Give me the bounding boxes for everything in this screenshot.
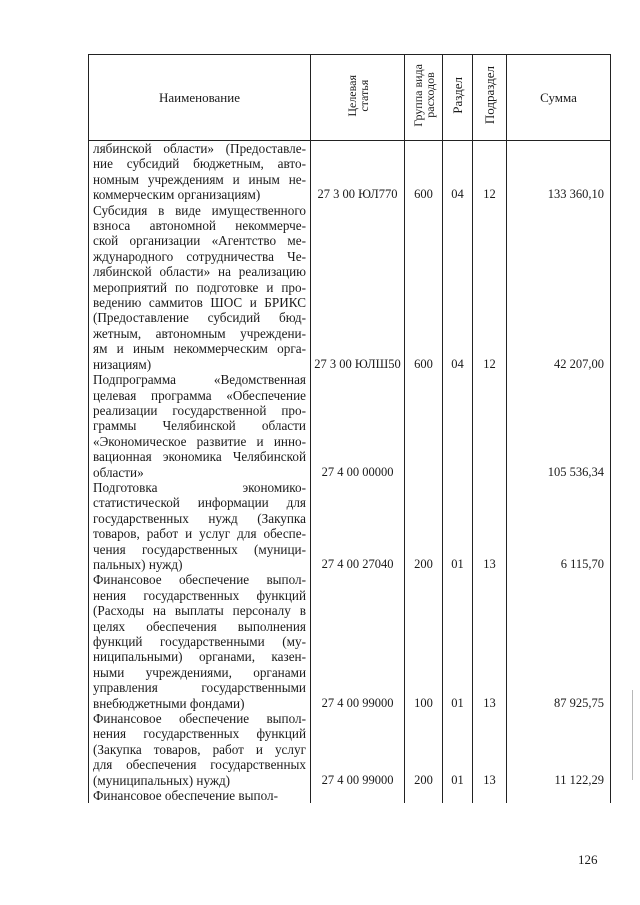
name-line: вационная экономика Челябинской [93, 449, 306, 465]
header-sum: Сумма [507, 55, 611, 141]
name-line: пальных) нужд) [93, 556, 183, 572]
cell-section: 04 [443, 203, 473, 372]
table-header-row [89, 55, 611, 141]
cell-target-article: 27 4 00 99000 [311, 572, 405, 711]
name-line: ние субсидий бюджетным, авто- [93, 156, 306, 172]
cell-name [89, 788, 311, 803]
cell-target-article: 27 4 00 27040 [311, 480, 405, 572]
name-line: ниципальными) органами, казен- [93, 649, 306, 665]
table-row [89, 203, 611, 372]
cell-subsection [473, 372, 507, 480]
name-line: Финансовое обеспечение выпол- [93, 788, 278, 804]
page-number: 126 [578, 852, 598, 867]
name-line: (Закупка товаров, работ и услуг [93, 741, 306, 757]
name-line: управления государственными [93, 680, 306, 696]
name-line: мероприятий по подготовке и про- [93, 279, 306, 295]
table-row [89, 572, 611, 711]
cell-name [89, 203, 311, 372]
cell-sum: 42 207,00 [507, 203, 611, 372]
cell-section: 01 [443, 711, 473, 788]
cell-name [89, 141, 311, 203]
cell-target-article [311, 788, 405, 803]
table-row [89, 372, 611, 480]
table-body [89, 141, 611, 804]
cell-expense-group: 200 [405, 711, 443, 788]
header-subsection: Подраздел [473, 55, 507, 141]
cell-expense-group: 600 [405, 141, 443, 203]
name-line: целевая программа «Обеспечение [93, 387, 306, 403]
scan-margin-line [632, 690, 633, 780]
cell-section: 04 [443, 141, 473, 203]
cell-sum: 133 360,10 [507, 141, 611, 203]
header-expense-group: Группа вида расходов [405, 55, 443, 141]
name-line: граммы Челябинской области [93, 418, 306, 434]
name-line: ской организации «Агентство ме- [93, 233, 306, 249]
cell-target-article: 27 4 00 00000 [311, 372, 405, 480]
cell-expense-group: 600 [405, 203, 443, 372]
cell-expense-group: 100 [405, 572, 443, 711]
name-line: Финансовое обеспечение выпол- [93, 711, 306, 727]
name-line: ными учреждениями, органами [93, 664, 306, 680]
cell-name [89, 480, 311, 572]
table-row [89, 480, 611, 572]
cell-subsection [473, 788, 507, 803]
name-line: ям и иным некоммерческим орга- [93, 341, 306, 357]
cell-subsection: 12 [473, 141, 507, 203]
cell-section [443, 372, 473, 480]
header-section: Раздел [443, 55, 473, 141]
name-line: чения государственных (муници- [93, 541, 306, 557]
cell-expense-group [405, 372, 443, 480]
cell-target-article: 27 3 00 ЮЛ770 [311, 141, 405, 203]
table-row [89, 788, 611, 803]
name-line: ведению саммитов ШОС и БРИКС [93, 295, 306, 311]
name-line: нения государственных функций [93, 587, 306, 603]
name-line: Финансовое обеспечение выпол- [93, 572, 306, 588]
name-line: «Экономическое развитие и инно- [93, 433, 306, 449]
cell-section: 01 [443, 480, 473, 572]
cell-section [443, 788, 473, 803]
name-line: (Расходы на выплаты персоналу в [93, 603, 306, 619]
cell-sum: 105 536,34 [507, 372, 611, 480]
cell-subsection: 13 [473, 572, 507, 711]
cell-subsection: 12 [473, 203, 507, 372]
cell-subsection: 13 [473, 711, 507, 788]
budget-table [88, 54, 611, 803]
cell-name [89, 711, 311, 788]
name-line: ждународного сотрудничества Че- [93, 248, 306, 264]
name-line: для обеспечения государственных [93, 757, 306, 773]
table-row [89, 141, 611, 203]
cell-name [89, 372, 311, 480]
name-line: низациям) [93, 356, 152, 372]
name-line: реализации государственной про- [93, 402, 306, 418]
name-line: лябинской области» на реализацию [93, 264, 306, 280]
cell-target-article: 27 3 00 ЮЛШ50 [311, 203, 405, 372]
name-line: функций государственными (му- [93, 634, 306, 649]
name-line: целях обеспечения выполнения [93, 618, 306, 634]
name-line: товаров, работ и услуг для обеспе- [93, 526, 306, 542]
table-row [89, 711, 611, 788]
name-line: (Предоставление субсидий бюд- [93, 310, 306, 326]
name-line: нения государственных функций [93, 726, 306, 742]
name-line: взноса автономной некоммерче- [93, 218, 306, 234]
cell-name [89, 572, 311, 711]
header-target-article: Целевая статья [311, 55, 405, 141]
name-line: Подготовка экономико- [93, 479, 306, 495]
cell-sum: 87 925,75 [507, 572, 611, 711]
cell-expense-group: 200 [405, 480, 443, 572]
header-name: Наименование [89, 55, 311, 141]
name-line: статистической информации для [93, 495, 306, 511]
cell-subsection: 13 [473, 480, 507, 572]
name-line: жетным, автономным учреждени- [93, 325, 306, 341]
cell-expense-group [405, 788, 443, 803]
name-line: области» [93, 464, 144, 480]
name-line: государственных нужд (Закупка [93, 510, 306, 526]
name-line: внебюджетными фондами) [93, 695, 245, 711]
name-line: лябинской области» (Предоставле- [93, 141, 306, 156]
name-line: номным учреждениям и иным не- [93, 171, 306, 187]
name-line: Подпрограмма «Ведомственная [93, 372, 306, 388]
cell-section: 01 [443, 572, 473, 711]
cell-sum [507, 788, 611, 803]
cell-sum: 6 115,70 [507, 480, 611, 572]
name-line: коммерческим организациям) [93, 187, 261, 203]
name-line: (муниципальных) нужд) [93, 772, 231, 788]
cell-target-article: 27 4 00 99000 [311, 711, 405, 788]
cell-sum: 11 122,29 [507, 711, 611, 788]
name-line: Субсидия в виде имущественного [93, 202, 306, 218]
